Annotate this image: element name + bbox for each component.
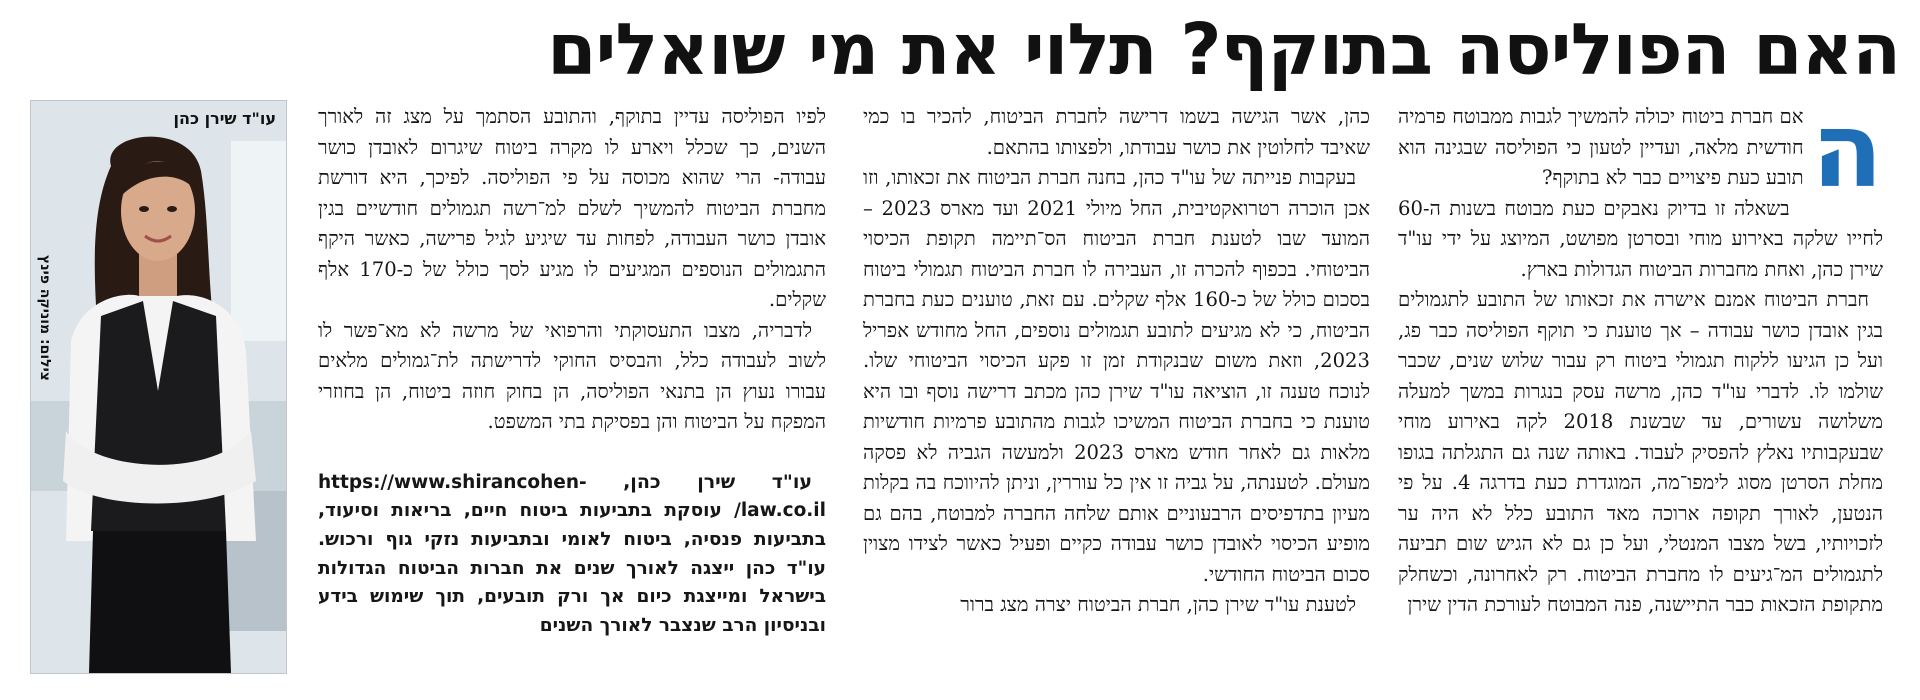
spacer bbox=[318, 438, 826, 468]
author-bio-text: עוסקת בתביעות ביטוח חיים, בריאות וסיעוד, בתביעות פנסיה, ביטוח לאומי ובתביעות נזקי גוף ורכוש. עו"ד כהן ייצגה לאורך שנים את חברות הביטוח הגדולות בישראל ומייצגת כיום אך ורק תובעים, תוך שימוש בידע ובניסיון הרב שנצבר לאורך השנים bbox=[318, 500, 826, 637]
author-bio bbox=[318, 468, 826, 641]
drop-cap: ה bbox=[1811, 102, 1883, 211]
eye bbox=[139, 206, 149, 212]
pants bbox=[89, 531, 231, 673]
photo-credit: צילום: מוניקה פינץ bbox=[37, 255, 53, 381]
paragraph: בעקבות פנייתה של עו"ד כהן, בחנה חברת הביטוח את זכאותו, וזו אכן הוכרה רטרואקטיבית, החל מיולי 2021 ועד מארס 2023 – המועד שבו לטענת חברת הביטוח הס־תיימה תקופת הכיסוי הביטוחי. בכפוף להכרה זו, העבירה לו חברת הביטוח תגמולי ביטוח בסכום כולל של כ-160 אלף שקלים. עם זאת, טוענים כעת בחברת הביטוח, כי לא מגיעים לתובע תגמולים נוספים, החל מחודש אפריל 2023, וזאת משום שבנקודת זמן זו פקע הכיסוי הביטוחי שלו. לנוכח טענה זו, הוציאה עו"ד שירן כהן מכתב דרישה נוסף ובו היא טוענת כי בחברת הביטוח המשיכו לגבות מהתובע פרמיות חודשיות מלאות גם לאחר חודש מארס 2023 ולמעשה הגביה לא פסקה מעולם. לטענתה, על גביה זו אין כל עוררין, וניתן להיווכח בה בקלות מעיון בתדפיסים הרבעוניים אותם שלחה החברה למבוטח, בהם גם מופיע הכיסוי לאובדן כושר עבודה כקיים ופעיל כאשר לצידו מצוין סכום הביטוח החודשי. bbox=[863, 166, 1370, 586]
eye bbox=[167, 206, 177, 212]
paragraph: כהן, אשר הגישה בשמו דרישה לחברת הביטוח, להכיר בו כמי שאיבד לחלוטין את כושר עבודתו, ולפצותו בהתאם. bbox=[863, 105, 1370, 159]
headline: האם הפוליסה בתוקף? תלוי את מי שואלים bbox=[547, 8, 1900, 91]
paragraph: בשאלה זו בדיוק נאבקים כעת מבוטח בשנות ה-60 לחייו שלקה באירוע מוחי ובסרטן מפושט, המיוצג על ידי עו"ד שירן כהן, ואחת מחברות הביטוח הגדולות בארץ. bbox=[1398, 196, 1883, 281]
lead-text: אם חברת ביטוח יכולה להמשיך לגבות ממבוטח פרמיה חודשית מלאה, ועדיין לטעון כי הפוליסה שבגינה הוא תובע כעת פיצויים כבר לא בתוקף? bbox=[1398, 105, 1804, 189]
article-column-1 bbox=[1398, 102, 1883, 694]
paragraph: לדבריה, מצבו התעסוקתי והרפואי של מרשה לא מא־פשר לו לשוב לעבודה כלל, והבסיס החוקי לדרישתה לת־גמולים מלאים עבורו נעוץ הן בתנאי הפוליסה, הן בחוק חוזה ביטוח, הן בחוזרי המפקח על הביטוח והן בפסיקת בתי המשפט. bbox=[318, 318, 826, 433]
author-url: https://www.shirancohen-law.co.il/ bbox=[318, 471, 826, 522]
paragraph: לפיו הפוליסה עדיין בתוקף, והתובע הסתמך על מצג זה לאורך השנים, כך שכלל ויארע לו מקרה ביטוח שיגרום לאובדן כושר עבודה- הרי שהוא מכוסה על פי הפוליסה. לפיכך, היא דורשת מחברת הביטוח להמשיך לשלם למ־רשה תגמולים חודשיים בגין אובדן כושר העבודה, לפחות עד שיגיע לגיל פרישה, כאשר היקף התגמולים הנוספים המגיעים לו מגיע לסך כולל של כ-170 אלף שקלים. bbox=[318, 105, 826, 311]
paragraph: חברת הביטוח אמנם אישרה את זכאותו של התובע לתגמולים בגין אובדן כושר עבודה – אך טוענת כי תוקף הפוליסה כבר פג, ועל כן הגיעו ללקוח תגמולי ביטוח רק עבור שלוש שנים, שכבר שולמו לו. לדברי עו"ד כהן, מרשה עסק בנגרות במשך למעלה משלושה עשורים, עד שבשנת 2018 לקה באירוע מוחי שבעקבותיו נאלץ להפסיק לעבוד. באותה שנה גם התגלתה בגופו מחלת הסרטן מסוג לימפו־מה, המוגדרת כעת בדרגה 4. על פי הנטען, לאורך תקופה ארוכה מאד התובע כלל לא היה ער לזכויותיו, בשל מצבו המנטלי, ועל כן גם לא הגיש שום תביעה לתגמולים המ־גיעים לו מחברת הביטוח. רק לאחרונה, וכשחלק מתקופת הזכאות כבר התיישנה, פנה המבוטח לעורכת הדין שירן bbox=[1398, 288, 1883, 616]
author-photo bbox=[30, 100, 287, 674]
author-name: עו"ד שירן כהן, bbox=[623, 470, 812, 493]
window-pane bbox=[231, 141, 286, 341]
article-column-2 bbox=[863, 102, 1370, 694]
photo-caption-name: עו"ד שירן כהן bbox=[173, 109, 276, 128]
article-column-3 bbox=[318, 102, 826, 694]
lead-paragraph bbox=[1398, 102, 1883, 211]
paragraph: לטענת עו"ד שירן כהן, חברת הביטוח יצרה מצג ברור bbox=[960, 593, 1356, 616]
portrait-illustration bbox=[31, 101, 286, 673]
